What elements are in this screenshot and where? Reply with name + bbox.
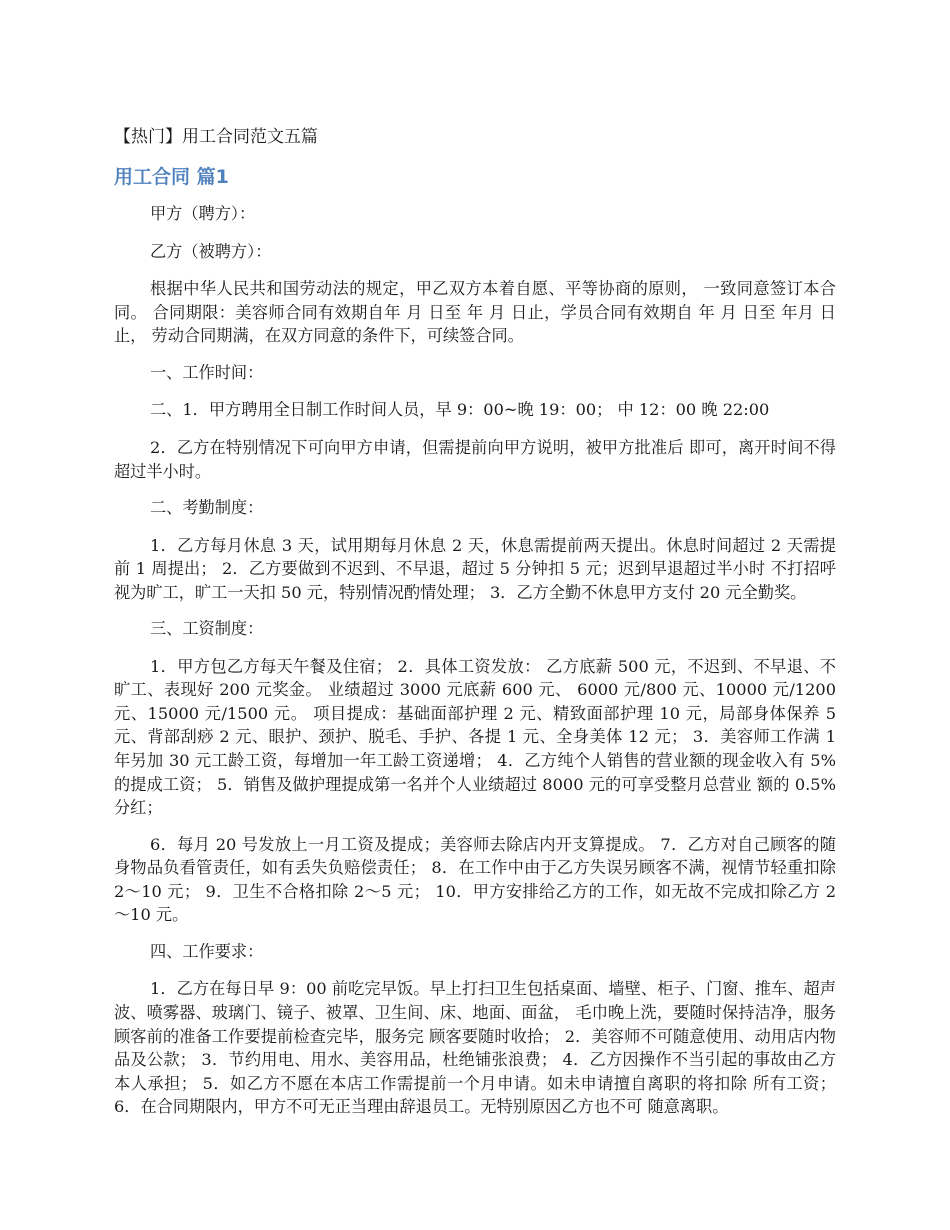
- attendance-clause: 1．乙方每月休息 3 天，试用期每月休息 2 天，休息需提前两天提出。休息时间超过 2 天需提前 1 周提出； 2．乙方要做到不迟到、不早退，超过 5 分钟扣 5 元；迟到早退超过半小时 不打招呼视为旷工，旷工一天扣 50 元，特别情况酌情处理； 3．乙方全勤不休息甲方支付 20 元全勤奖。: [114, 535, 836, 602]
- heading-attendance: 二、考勤制度：: [150, 497, 264, 517]
- requirements-clause: 1．乙方在每日早 9：00 前吃完早饭。早上打扫卫生包括桌面、墙壁、柜子、门窗、推车、超声波、喷雾器、玻璃门、镜子、被罩、卫生间、床、地面、面盆， 毛巾晚上洗，要随时保持洁净，服务顾客前的准备工作要提前检查完毕，服务完 顾客要随时收拾； 2．美容师不可随意使用、动用店内物品及公款； 3．节约用电、用水、美容用品，杜绝铺张浪费； 4．乙方因操作不当引起的事故由乙方本人承担； 5．如乙方不愿在本店工作需提前一个月申请。如未申请擅自离职的将扣除 所有工资； 6．在合同期限内，甲方不可无正当理由辞退员工。无特别原因乙方也不可 随意离职。: [114, 979, 836, 1117]
- intro-paragraph: 根据中华人民共和国劳动法的规定，甲乙双方本着自愿、平等协商的原则， 一致同意签订本合同。 合同期限：美容师合同有效期自年 月 日至 年 月 日止，学员合同有效期自 年 月 日至 年月 日止， 劳动合同期满，在双方同意的条件下，可续签合同。: [114, 279, 836, 346]
- party-b-line: 乙方（被聘方）：: [150, 241, 272, 261]
- document-page: [114, 124, 836, 1132]
- section-heading: 用工合同 篇1: [114, 166, 229, 188]
- salary-clause-2: 6．每月 20 号发放上一月工资及提成；美容师去除店内开支算提成。 7．乙方对自己顾客的随身物品负看管责任，如有丢失负赔偿责任； 8．在工作中由于乙方失误另顾客不满，视情节轻重扣除 2～10 元； 9．卫生不合格扣除 2～5 元； 10．甲方安排给乙方的工作，如无故不完成扣除乙方 2～10 元。: [114, 834, 836, 925]
- heading-work-hours: 一、工作时间：: [150, 362, 264, 382]
- work-hours-clause-2: 2．乙方在特别情况下可向甲方申请，但需提前向甲方说明，被甲方批准后 即可，离开时间不得超过半小时。: [114, 437, 836, 481]
- heading-requirements: 四、工作要求：: [150, 941, 264, 961]
- document-title: 【热门】用工合同范文五篇: [114, 127, 318, 147]
- work-hours-clause-1: 二、1．甲方聘用全日制工作时间人员，早 9：00~晚 19：00； 中 12：00 晚 22:00: [150, 400, 770, 420]
- salary-clause-1: 1．甲方包乙方每天午餐及住宿； 2．具体工资发放： 乙方底薪 500 元，不迟到、不早退、不旷工、表现好 200 元奖金。 业绩超过 3000 元底薪 600 元、 6000 元/800 元、10000 元/1200 元、15000 元/1500 元。 项目提成：基础面部护理 2 元、精致面部护理 10 元，局部身体保养 5 元、背部刮痧 2 元、眼护、颈护、脱毛、手护、各提 1 元、全身美体 12 元； 3．美容师工作满 1 年另加 30 元工龄工资，每增加一年工龄工资递增； 4．乙方纯个人销售的营业额的现金收入有 5%的提成工资； 5．销售及做护理提成第一名并个人业绩超过 8000 元的可享受整月总营业 额的 0.5%分红；: [114, 656, 836, 818]
- party-a-line: 甲方（聘方）：: [150, 204, 256, 223]
- heading-salary: 三、工资制度：: [150, 619, 264, 639]
